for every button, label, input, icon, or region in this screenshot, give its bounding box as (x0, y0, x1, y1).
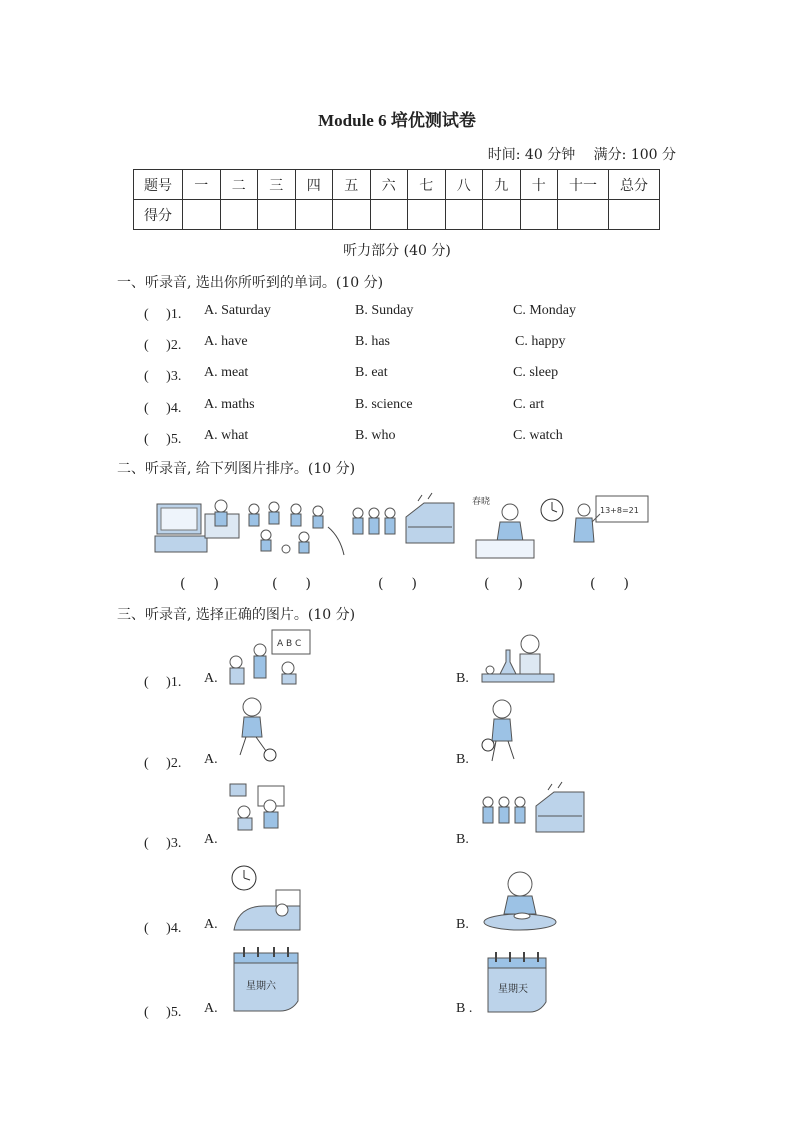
score-header-cell: 总分 (609, 170, 660, 200)
option-c: C. happy (515, 334, 566, 349)
calendar-saturday (230, 945, 302, 1017)
score-cell[interactable] (408, 200, 446, 230)
board-text-chunxiao: 春晓 (472, 497, 491, 507)
option-a: A. meat (204, 365, 249, 380)
picture-basketball-boy (480, 697, 526, 767)
option-a: A. have (204, 334, 248, 349)
score-table (133, 169, 660, 230)
s3-question-1-option-a[interactable]: A. (204, 671, 218, 686)
picture-watching-tv (155, 492, 245, 558)
score-cell[interactable] (370, 200, 408, 230)
score-cell[interactable] (609, 200, 660, 230)
s3-question-1-number[interactable]: ( )1. (144, 675, 182, 690)
score-cell[interactable] (483, 200, 521, 230)
score-table-score-row (134, 200, 660, 230)
option-a: A. what (204, 428, 249, 443)
option-b: B. eat (355, 365, 388, 380)
question-number[interactable]: ( )2. (144, 338, 182, 353)
score-header-cell: 十一 (558, 170, 609, 200)
score-header-cell: 八 (445, 170, 483, 200)
s3-question-2-number[interactable]: ( )2. (144, 756, 182, 771)
option-c: C. sleep (513, 365, 559, 380)
question-number[interactable]: ( )1. (144, 307, 182, 322)
board-text-math: 13+8=21 (600, 506, 639, 515)
option-b: B. who (355, 428, 396, 443)
score-header-cell: 六 (370, 170, 408, 200)
score-cell[interactable] (520, 200, 558, 230)
s3-question-2-option-a[interactable]: A. (204, 752, 218, 767)
option-b: B. Sunday (355, 303, 414, 318)
picture-science-lab (482, 630, 554, 686)
picture-football-boy (232, 695, 288, 765)
s3-question-5-number[interactable]: ( )5. (144, 1005, 182, 1020)
score-cell[interactable] (220, 200, 258, 230)
s3-question-3-number[interactable]: ( )3. (144, 836, 182, 851)
order-paren-4[interactable]: ( ) (484, 576, 523, 592)
page-title: Module 6 培优测试卷 (318, 111, 476, 130)
score-header-cell: 十 (520, 170, 558, 200)
order-paren-5[interactable]: ( ) (590, 576, 629, 592)
order-paren-1[interactable]: ( ) (180, 576, 219, 592)
s3-question-3-option-b[interactable]: B. (456, 832, 469, 847)
option-c: C. art (513, 397, 545, 412)
question-number[interactable]: ( )3. (144, 369, 182, 384)
order-paren-2[interactable]: ( ) (272, 576, 311, 592)
option-a: A. maths (204, 397, 255, 412)
question-number[interactable]: ( )5. (144, 432, 182, 447)
picture-playing-football (240, 497, 345, 557)
s1-question-3 (144, 365, 664, 385)
s3-question-4-option-b[interactable]: B. (456, 917, 469, 932)
s3-question-2-option-b[interactable]: B. (456, 752, 469, 767)
picture-english-class (228, 628, 312, 686)
option-c: C. Monday (513, 303, 576, 318)
picture-sleeping (230, 864, 304, 932)
section2-heading: 二、听录音, 给下列图片排序。(10 分) (117, 461, 356, 477)
order-paren-3[interactable]: ( ) (378, 576, 417, 592)
s3-question-5-option-a[interactable]: A. (204, 1001, 218, 1016)
listening-heading: 听力部分 (40 分) (343, 243, 451, 259)
score-header-cell: 七 (408, 170, 446, 200)
score-header-cell: 九 (483, 170, 521, 200)
section3-heading: 三、听录音, 选择正确的图片。(10 分) (117, 607, 356, 623)
full-score: 满分: 100 分 (593, 147, 676, 163)
score-cell[interactable] (333, 200, 371, 230)
score-cell[interactable] (258, 200, 296, 230)
s1-question-4 (144, 397, 664, 417)
score-cell[interactable] (445, 200, 483, 230)
score-header-cell: 五 (333, 170, 371, 200)
calendar-a-label: 星期六 (246, 981, 276, 992)
score-cell[interactable] (558, 200, 609, 230)
score-table-header-row (134, 170, 660, 200)
score-header-cell: 一 (183, 170, 221, 200)
score-cell[interactable] (295, 200, 333, 230)
score-row-label: 得分 (134, 200, 183, 230)
calendar-sunday (484, 950, 550, 1016)
score-header-cell: 三 (258, 170, 296, 200)
picture-eating (482, 864, 558, 930)
s3-question-4-number[interactable]: ( )4. (144, 921, 182, 936)
s1-question-5 (144, 428, 664, 448)
s1-question-1 (144, 303, 664, 323)
board-text-abc: A B C (277, 639, 302, 649)
calendar-b-label: 星期天 (498, 984, 528, 995)
time-limit: 时间: 40 分钟 (487, 147, 576, 163)
score-header-cell: 四 (295, 170, 333, 200)
picture-music-class-b (478, 782, 598, 848)
picture-music-class (348, 493, 468, 559)
picture-maths-class (570, 492, 650, 558)
section1-heading: 一、听录音, 选出你所听到的单词。(10 分) (117, 275, 384, 291)
option-b: B. has (355, 334, 390, 349)
picture-art-class (228, 782, 292, 832)
option-a: A. Saturday (204, 303, 271, 318)
option-c: C. watch (513, 428, 563, 443)
s3-question-3-option-a[interactable]: A. (204, 832, 218, 847)
s3-question-4-option-a[interactable]: A. (204, 917, 218, 932)
score-header-cell: 二 (220, 170, 258, 200)
score-header-cell: 题号 (134, 170, 183, 200)
option-b: B. science (355, 397, 413, 412)
score-cell[interactable] (183, 200, 221, 230)
s3-question-1-option-b[interactable]: B. (456, 671, 469, 686)
s1-question-2 (144, 334, 664, 354)
picture-chinese-class (470, 490, 570, 560)
exam-meta (488, 144, 676, 164)
question-number[interactable]: ( )4. (144, 401, 182, 416)
s3-question-5-option-b[interactable]: B . (456, 1001, 473, 1016)
